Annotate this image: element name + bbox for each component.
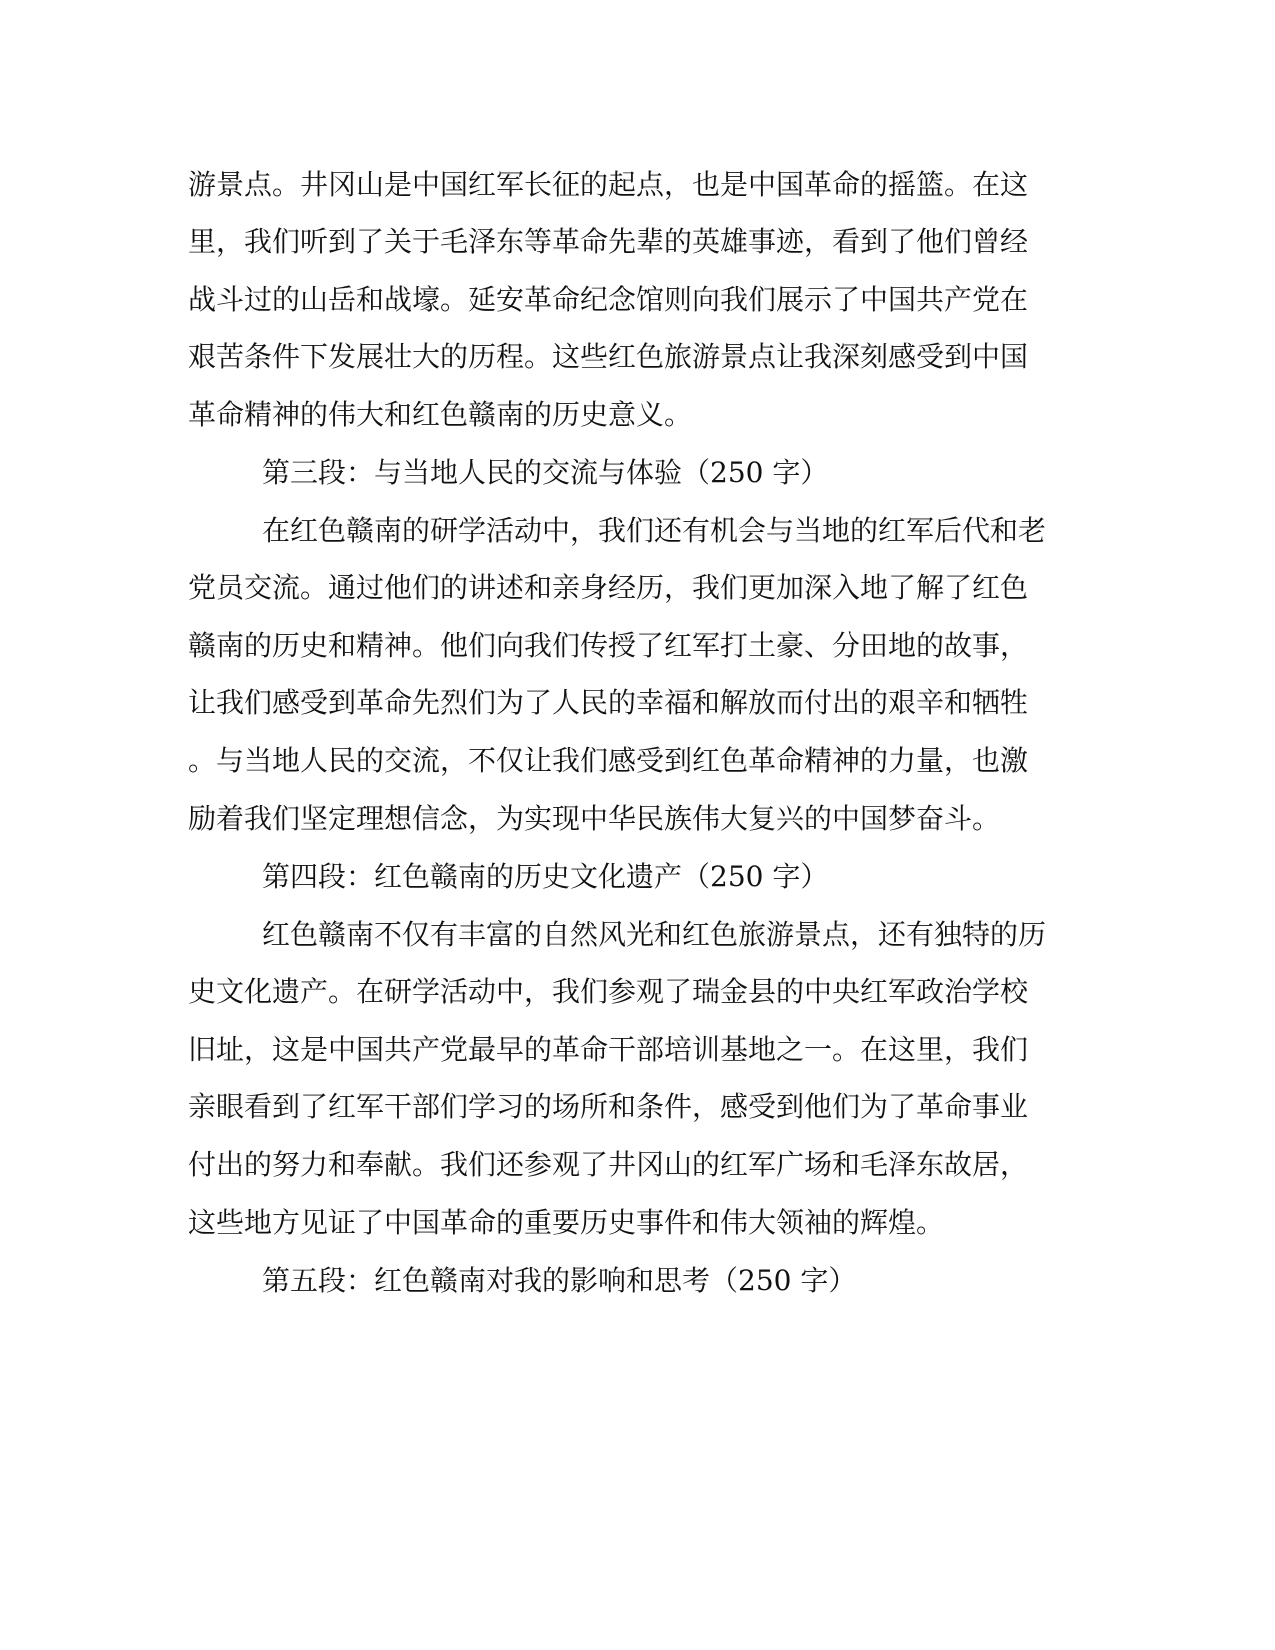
section-heading-4: 第四段：红色赣南的历史文化遗产（250 字） (262, 860, 829, 893)
section-heading-3: 第三段：与当地人民的交流与体验（250 字） (262, 456, 829, 489)
text-line: 让我们感受到革命先烈们为了人民的幸福和解放而付出的艰辛和牺牲 (188, 686, 1029, 719)
text-line: 党员交流。通过他们的讲述和亲身经历，我们更加深入地了解了红色 (188, 571, 1029, 604)
text-line: 付出的努力和奉献。我们还参观了井冈山的红军广场和毛泽东故居， (188, 1148, 1029, 1181)
text-line: 革命精神的伟大和红色赣南的历史意义。 (188, 398, 693, 431)
text-line: 红色赣南不仅有丰富的自然风光和红色旅游景点，还有独特的历 (262, 918, 1047, 951)
text-line: 赣南的历史和精神。他们向我们传授了红军打土豪、分田地的故事， (188, 629, 1029, 662)
text-line: 亲眼看到了红军干部们学习的场所和条件，感受到他们为了革命事业 (188, 1090, 1029, 1123)
text-line: 艰苦条件下发展壮大的历程。这些红色旅游景点让我深刻感受到中国 (188, 340, 1029, 373)
text-line: 游景点。井冈山是中国红军长征的起点，也是中国革命的摇篮。在这 (188, 168, 1029, 201)
text-line: 旧址，这是中国共产党最早的革命干部培训基地之一。在这里，我们 (188, 1033, 1029, 1066)
text-line: 里，我们听到了关于毛泽东等革命先辈的英雄事迹，看到了他们曾经 (188, 225, 1029, 258)
section-heading-5: 第五段：红色赣南对我的影响和思考（250 字） (262, 1264, 857, 1297)
text-line: 战斗过的山岳和战壕。延安革命纪念馆则向我们展示了中国共产党在 (188, 283, 1029, 316)
text-line: 。与当地人民的交流，不仅让我们感受到红色革命精神的力量，也激 (188, 744, 1029, 777)
text-line: 励着我们坚定理想信念，为实现中华民族伟大复兴的中国梦奋斗。 (188, 802, 1001, 835)
text-line: 这些地方见证了中国革命的重要历史事件和伟大领袖的辉煌。 (188, 1206, 945, 1239)
text-line: 在红色赣南的研学活动中，我们还有机会与当地的红军后代和老 (262, 514, 1047, 547)
text-line: 史文化遗产。在研学活动中，我们参观了瑞金县的中央红军政治学校 (188, 975, 1029, 1008)
